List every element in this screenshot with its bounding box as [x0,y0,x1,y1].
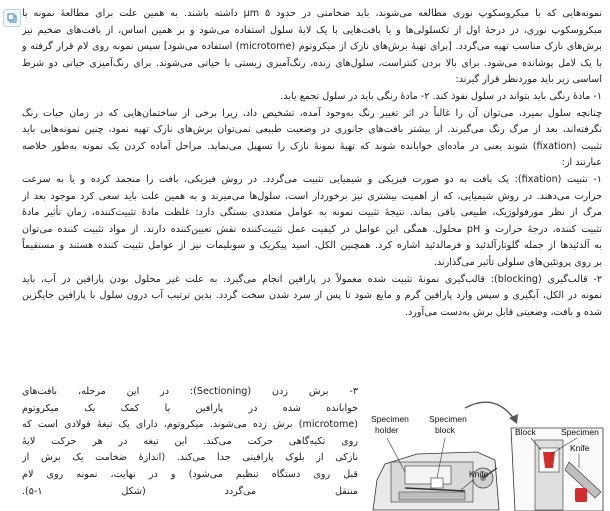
specimen-block-label: block [435,425,455,435]
text-line: خوابانده شده در پارافین با کمک یک میکروتوم [22,402,358,414]
text-line: نازکی از بلوک پارافینی جدا می‌کند. (اندازهٔ ضخامت یک برش از [22,452,358,464]
text-line: نمونه در الکل، آبگیری و سپس وارد پارافین گرم و مایع شود تا پس از سرد شدن سخت گردد. بدین ترتیب آب درون سلول با پارافین جایگزین [22,290,602,302]
detail-view [511,428,603,511]
text-line: مرگ از نظر مورفولوژیک، طبیعی باقی بماند. نتیجهٔ تثبیت نمونه به عوامل متعددی بستگی دارد: غلظت مادهٔ تثبیت‌کننده، زمان تأثیر مادهٔ [22,207,602,219]
body-text [22,6,602,321]
copy-icon [7,13,17,23]
specimen-label: Specimen [561,427,599,437]
microtome-machine [373,452,499,510]
text-line: برش‌های نازک مناسب تهیه می‌گردد. [برای تهیهٔ برش‌های نازک از میکروتوم (microtome) استفاده می‌شود] سپس نمونه روی لام قرار گرفته و [22,41,602,53]
specimen-holder-label: holder [375,425,399,435]
knife-detail-label: Knife [570,443,590,453]
zoom-arrow [465,402,518,424]
text-line: تثبیت کننده، درجهٔ حرارت و pH محلول. همگی این عوامل در کیفیت عمل تثبیت‌کننده نقش تعیین‌کننده دارند. از مواد تثبیت کننده می‌توان [22,223,602,235]
text-line: قبل روی دستگاه تنظیم می‌شود) و در نهایت، نمونه روی لام [22,468,358,480]
block-label: Block [515,427,536,437]
microtome-illustration [365,388,605,511]
microtome-figure [365,388,605,511]
text-line: شده و بافت، وضعیتی قابل برش به‌دست می‌آورد. [404,306,602,318]
specimen-block-label: Specimen [429,414,467,424]
sectioning-text [22,384,358,500]
text-line: (microtome) برش زده می‌شوند. میکروتوم، دارای یک تیغهٔ فولادی است که [22,419,358,431]
text-line: میکروسکوپ نوری، در درجهٔ اول از تکسلولی‌ها و یا بافت‌هایی با یک لایهٔ سلول استفاده می‌شود و بر همین اساس، از بافت‌های ضخیم نیز [22,24,602,36]
text-line: اساسی زیر باید موردنظر قرار گیرند: [455,74,602,86]
text-line: چنانچه سلول بمیرد، می‌توان آن را غالباً در اثر تغییر رنگ به‌وجود آمده، تشخیص داد، زیرا برخی از ساختمان‌هایی که در زمان حیات رنگ [22,107,602,119]
knife-label: Knife [469,469,489,479]
text-line: با یک لامل پوشانده می‌شود. برای بالا بردن کنتراست، سلول‌های زنده، رنگ‌آمیزی زیستی با حیاتی می‌شوند. برای رنگ‌آمیزی حیاتی دو شرط [22,57,602,69]
text-line: نمونه‌هایی که با میکروسکوپ نوری مطالعه می‌شوند، باید ضخامتی در حدود μm ۵ داشته باشند. به همین علت برای مطالعهٔ نمونه با [22,8,602,19]
text-line: بر روی پروتئین‌های سلولی تأثیر می‌گذارند. [433,256,602,268]
specimen-holder-label: Specimen [371,414,409,424]
fixation-heading-line: ۱- تثبیت (fixation): یک بافت به دو صورت فیزیکی و شیمیایی تثبیت می‌گردد. در روش فیزیکی، بافت را منجمد کرده و یا به سرعت [22,173,602,185]
blocking-heading-line: ۲- قالب‌گیری (blocking): قالب‌گیری نمونهٔ تثبیت شده معمولاً در پارافین انجام می‌گیرد. به علت غیر محلول بودن پارافین در آب، باید [22,273,602,285]
stain-conditions-line: ۱- مادهٔ رنگی باید بتواند در سلول نفوذ کند. ۲- مادهٔ رنگی باید در سلول تجمع یابد. [280,90,602,102]
text-line: عبارتند از: [561,157,602,169]
specimen-red-mark [543,452,555,468]
cut-section-red-mark [575,488,587,502]
text-line: نگرفته‌اند، بعد از مرگ رنگ می‌گیرند. از بیشتر بافت‌های جانوری در وضعیت طبیعی نمی‌توان برش‌های نازک تهیه نمود، چنین نمونه‌هایی باید [22,124,602,136]
copy-button[interactable] [3,9,21,27]
text-line: به آلدئیدها از جمله گلوتارآلدئید و فرمالدئید اشاره کرد. همچنین الکل، اسید پیکریک و سوبلیمات نیز از عوامل تثبیت کننده هستند و مستقیماً [22,240,602,252]
text-line: روی تکیه‌گاهی حرکت می‌کند. این تیغه در هر حرکت لایهٔ [22,435,358,447]
text-line: حرارت می‌دهند. در روش شیمیایی، که از اهمیت بیشتری نیز برخوردار است، سلول‌ها می‌میرند و به همین علت باید سعی کرد موجود بعد از [22,190,602,202]
text-line: منتقل می‌گردد (شکل ۱-۵). [22,485,358,497]
sectioning-heading-line: ۳- برش زدن (Sectioning): در این مرحله، بافت‌های [22,386,358,397]
text-line: تثبیت (fixation) شوند یعنی در ماده‌ای خوابانده شوند که تهیهٔ نمونهٔ نازک را تسهیل می‌نماید. مراحل آماده کردن یک نمونه به‌طور خلاصه [22,140,602,152]
